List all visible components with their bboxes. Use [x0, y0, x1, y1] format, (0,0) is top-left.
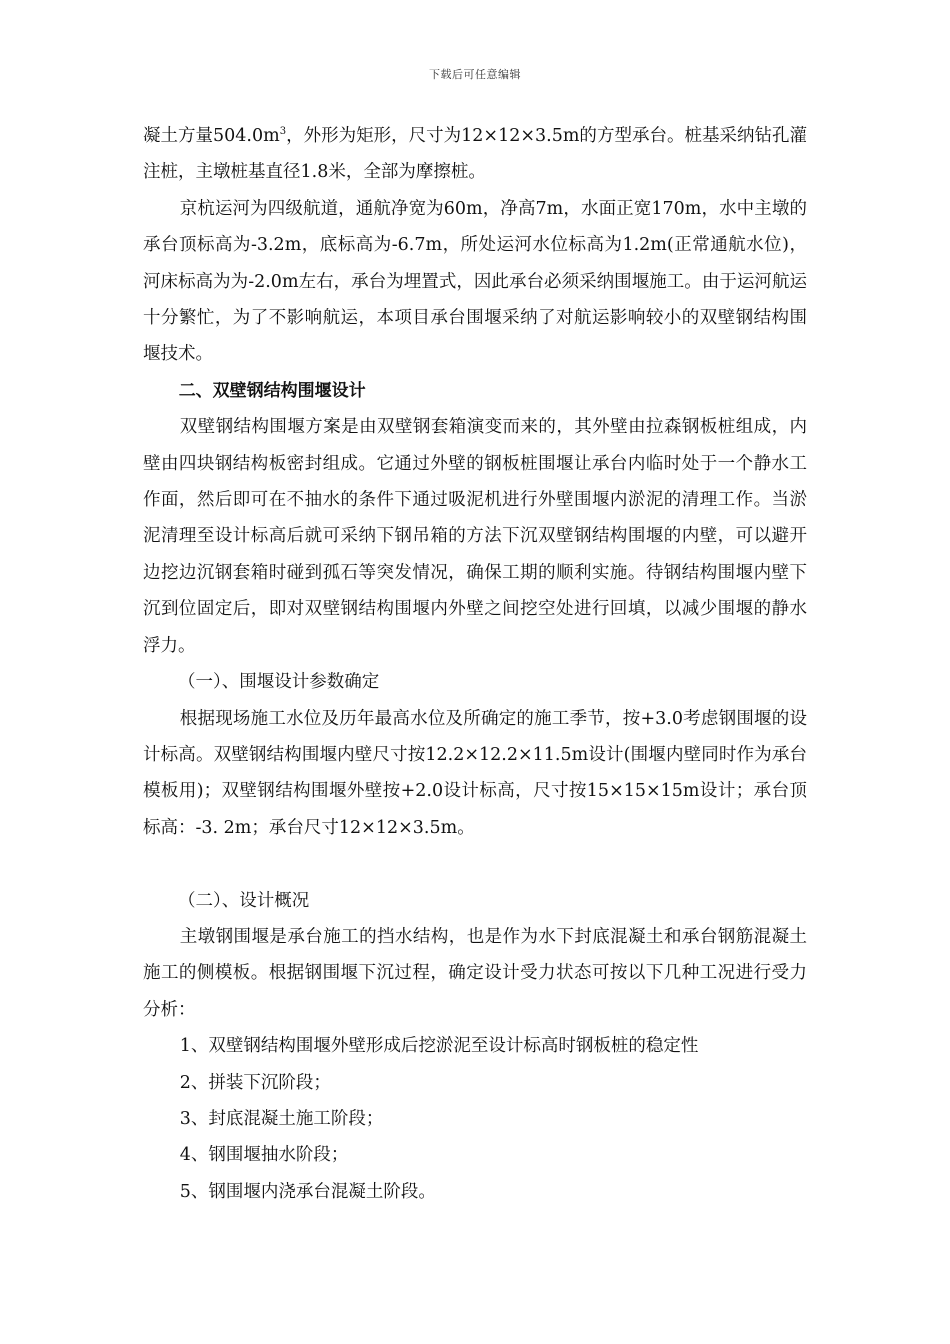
paragraph-text: ，外形为矩形，尺寸为12×12×3.5m的方型承台。桩基采纳钻孔灌注桩，主墩桩基直径1.8米，全部为摩擦桩。 — [143, 126, 807, 183]
blank-line — [143, 846, 807, 882]
list-item: 3、封底混凝土施工阶段； — [179, 1108, 384, 1129]
section-heading: 二、双壁钢结构围堰设计 — [178, 380, 366, 401]
paragraph-text: 凝土方量504.0m — [143, 126, 280, 146]
paragraph-overview: 主墩钢围堰是承台施工的挡水结构，也是作为水下封底混凝土和承台钢筋混凝土施工的侧模板。根据钢围堰下沉过程，确定设计受力状态可按以下几种工况进行受力分析： — [143, 926, 807, 1020]
paragraph-parameters: 根据现场施工水位及历年最高水位及所确定的施工季节，按+3.0考虑钢围堰的设计标高。双壁钢结构围堰内壁尺寸按12.2×12.2×11.5m设计(围堰内壁同时作为承台模板用)；双壁钢结构围堰外壁按+2.0设计标高，尺寸按15×15×15m设计；承台顶标高：-3. 2m；承台尺寸12×12×3.5m。 — [143, 708, 807, 838]
subsection-heading-overview: （二）、设计概况 — [178, 890, 310, 911]
page-header: 下载后可任意编辑 — [429, 68, 521, 81]
paragraph-canal: 京杭运河为四级航道，通航净宽为60m，净高7m，水面正宽170m，水中主墩的承台顶标高为-3.2m，底标高为-6.7m，所处运河水位标高为1.2m(正常通航水位)，河床标高为为-2.0m左右，承台为埋置式，因此承台必须采纳围堰施工。由于运河航运十分繁忙，为了不影响航运，本项目承台围堰采纳了对航运影响较小的双壁钢结构围堰技术。 — [143, 198, 807, 365]
paragraph-scheme: 双壁钢结构围堰方案是由双壁钢套箱演变而来的，其外壁由拉森钢板桩组成，内壁由四块钢结构板密封组成。它通过外壁的钢板桩围堰让承台内临时处于一个静水工作面，然后即可在不抽水的条件下通过吸泥机进行外壁围堰内淤泥的清理工作。当淤泥清理至设计标高后就可采纳下钢吊箱的方法下沉双壁钢结构围堰的内壁，可以避开边挖边沉钢套箱时碰到孤石等突发情况，确保工期的顺利实施。待钢结构围堰内壁下沉到位固定后，即对双壁钢结构围堰内外壁之间挖空处进行回填，以减少围堰的静水浮力。 — [143, 417, 807, 656]
list-item: 4、钢围堰抽水阶段； — [179, 1145, 349, 1166]
list-item: 1、双壁钢结构围堰外壁形成后挖淤泥至设计标高时钢板桩的稳定性 — [179, 1036, 699, 1057]
superscript: 3 — [279, 126, 287, 138]
document-body — [143, 118, 807, 1210]
subsection-heading-parameters: （一）、围堰设计参数确定 — [178, 672, 380, 693]
list-item: 5、钢围堰内浇承台混凝土阶段。 — [179, 1181, 436, 1202]
paragraph-concrete-volume — [143, 118, 807, 191]
list-item: 2、拼装下沉阶段； — [179, 1072, 331, 1093]
